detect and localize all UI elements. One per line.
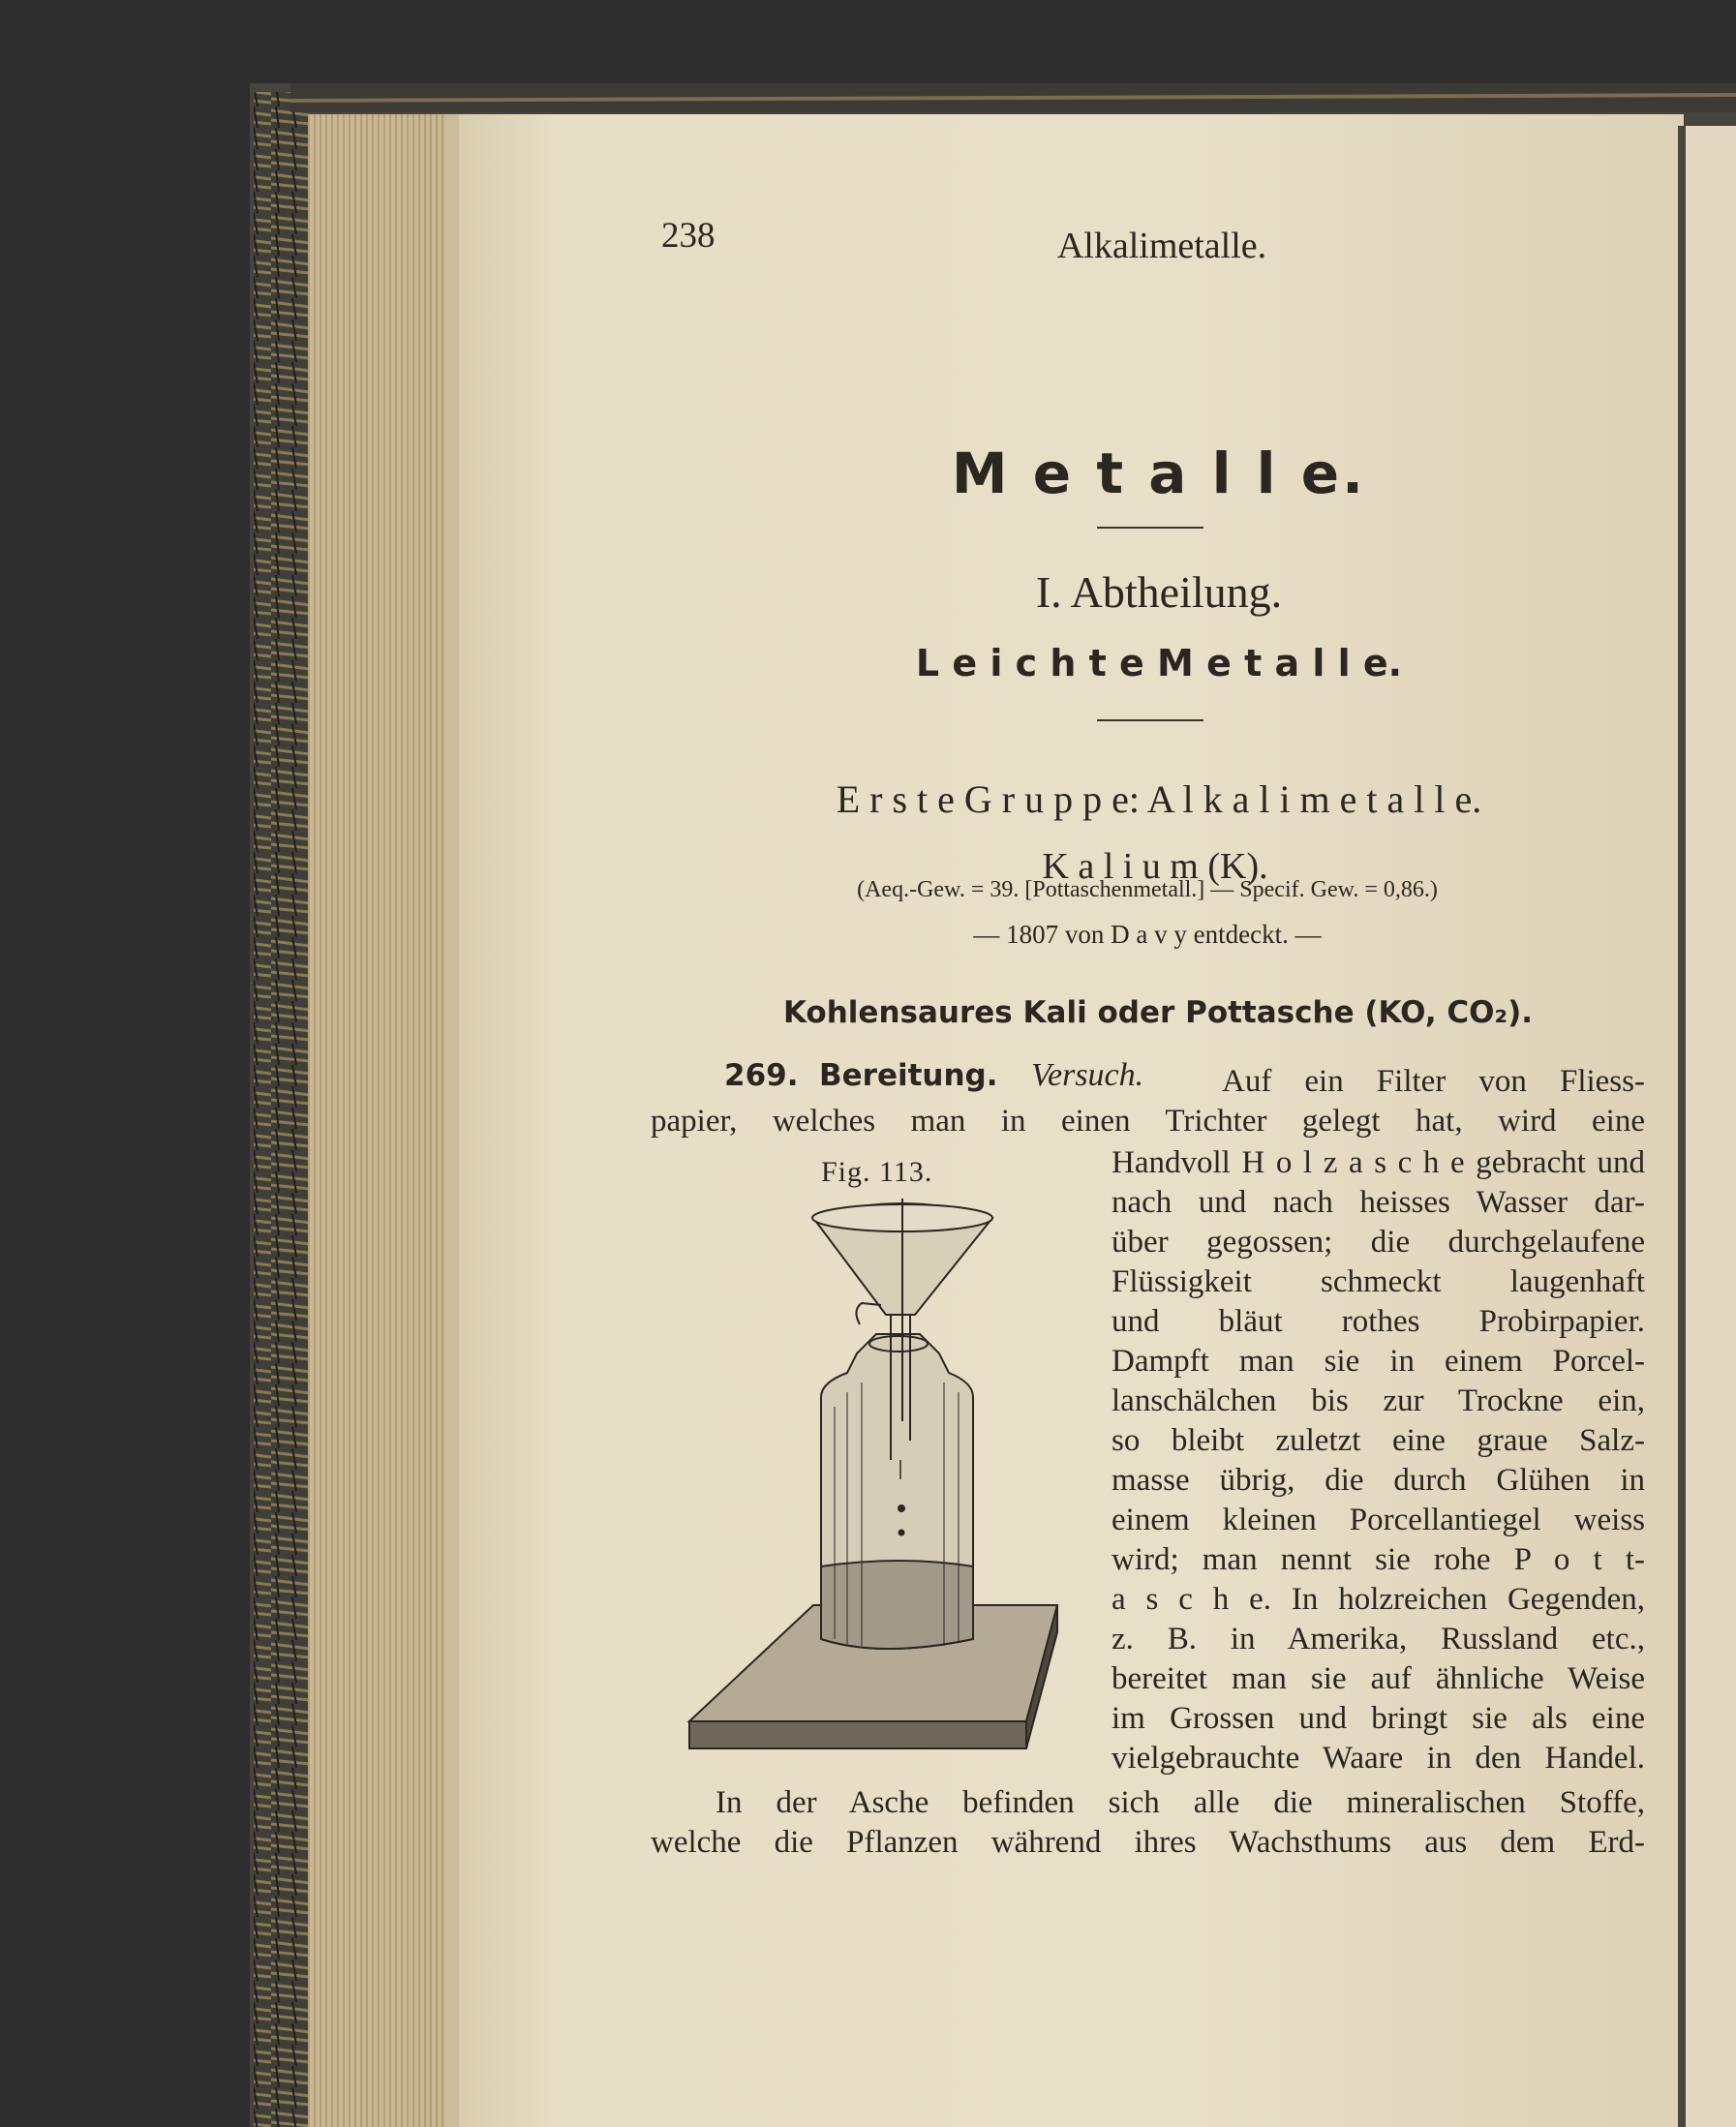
page-title: M e t a l l e.: [951, 441, 1367, 506]
body-line: z. B. in Amerika, Russland etc.,: [1112, 1622, 1645, 1656]
body-line: im Grossen und bringt sie als eine: [1112, 1701, 1645, 1736]
body-line: Dampft man sie in einem Porcel-: [1112, 1344, 1645, 1379]
body-line: wird; man nennt sie rohe P o t t-: [1112, 1542, 1645, 1577]
body-line: bereitet man sie auf ähnliche Weise: [1112, 1661, 1645, 1696]
division-heading: I. Abtheilung.: [1035, 567, 1283, 617]
compound-heading: Kohlensaures Kali oder Pottasche (KO, CO₂).: [782, 995, 1534, 1030]
body-line: papier, welches man in einen Trichter gelegt hat, wird eine: [651, 1104, 1645, 1139]
body-line: so bleibt zuletzt eine graue Salz-: [1112, 1423, 1645, 1458]
body-line: vielgebrauchte Waare in den Handel.: [1112, 1741, 1645, 1776]
title-rule: [1097, 527, 1203, 529]
body-line: über gegossen; die durchgelaufene: [1112, 1225, 1645, 1260]
body-line: Flüssigkeit schmeckt laugenhaft: [1112, 1264, 1645, 1299]
element-data: (Aeq.-Gew. = 39. [Pottaschenmetall.] — Specif. Gew. = 0,86.): [857, 877, 1438, 902]
section-label: Versuch.: [1031, 1057, 1144, 1093]
body-line: nach und nach heisses Wasser dar-: [1112, 1185, 1645, 1220]
body-line: masse übrig, die durch Glühen in: [1112, 1463, 1645, 1498]
discovery-note: — 1807 von D a v y entdeckt. —: [973, 920, 1322, 949]
running-head: Alkalimetalle.: [1056, 226, 1267, 266]
body-line: In der Asche befinden sich alle die mineralischen Stoffe,: [716, 1785, 1645, 1820]
funnel-bottle-illustration: [678, 1189, 1065, 1760]
group-heading: E r s t e G r u p p e: A l k a l i m e t a l l e.: [836, 777, 1482, 821]
body-line: lanschälchen bis zur Trockne ein,: [1112, 1383, 1645, 1418]
subtitle-rule: [1097, 719, 1203, 721]
body-line: a s c h e. In holzreichen Gegenden,: [1112, 1582, 1645, 1617]
figure-caption: Fig. 113.: [821, 1156, 933, 1188]
body-line: Auf ein Filter von Fliess-: [1222, 1064, 1645, 1099]
section-title: Bereitung.: [819, 1058, 998, 1093]
body-line: Handvoll H o l z a s c h e gebracht und: [1112, 1145, 1645, 1180]
page-number: 238: [661, 216, 716, 256]
element-heading: K a l i u m (K).: [1042, 846, 1268, 887]
division-subtitle: L e i c h t e M e t a l l e.: [915, 642, 1403, 684]
body-line: welche die Pflanzen während ihres Wachsthums aus dem Erd-: [651, 1825, 1645, 1860]
section-number: 269.: [724, 1058, 799, 1093]
body-line: einem kleinen Porcellantiegel weiss: [1112, 1503, 1645, 1537]
body-line: und bläut rothes Probirpapier.: [1112, 1304, 1645, 1339]
